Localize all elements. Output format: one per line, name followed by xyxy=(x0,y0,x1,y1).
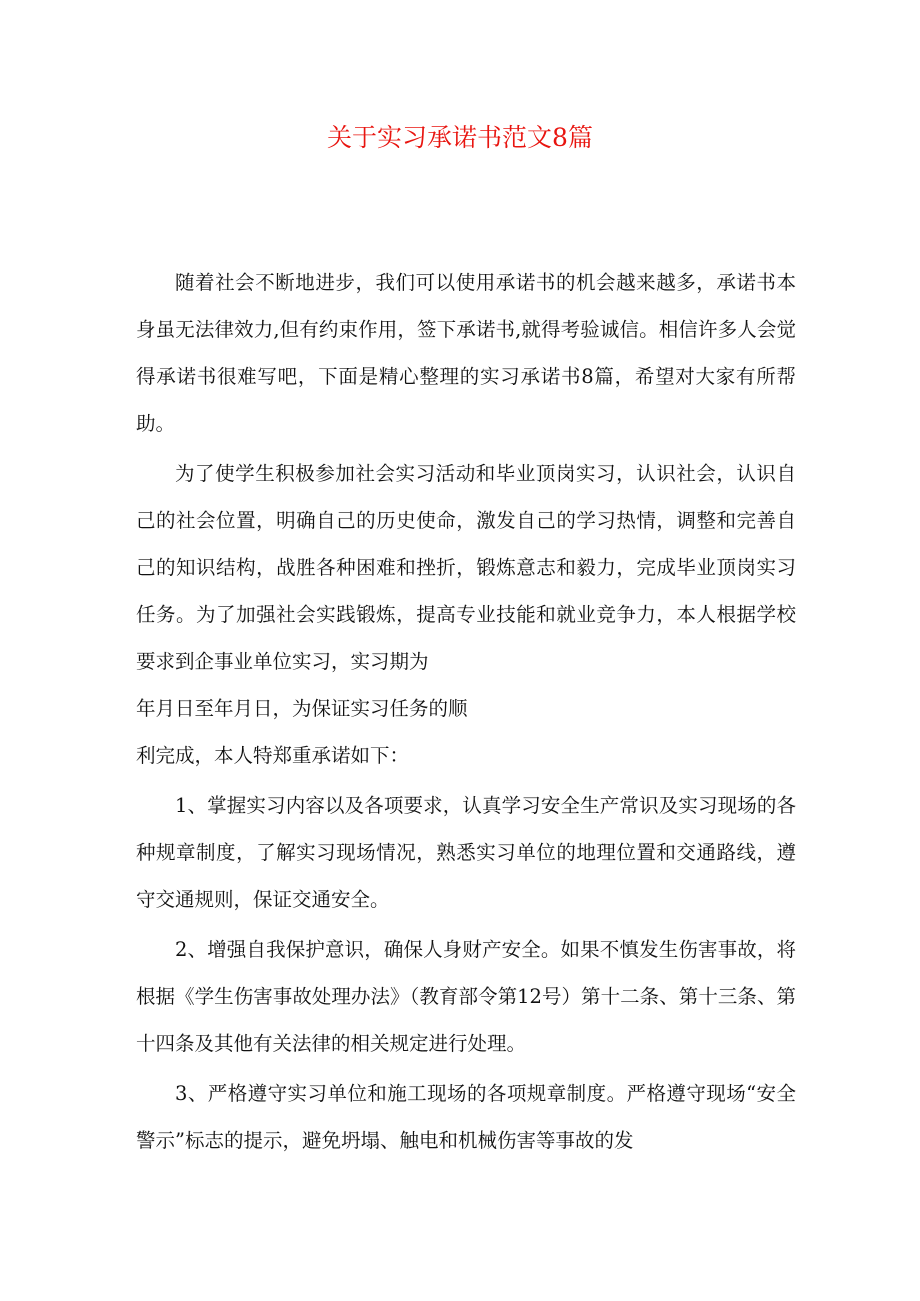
item-1-paragraph: 1、掌握实习内容以及各项要求，认真学习安全生产常识及实习现场的各种规章制度，了解实习现场情况，熟悉实习单位的地理位置和交通路线，遵守交通规则，保证交通安全。 xyxy=(136,794,796,911)
document-body xyxy=(136,259,796,1164)
intro-paragraph: 随着社会不断地进步，我们可以使用承诺书的机会越来越多，承诺书本身虽无法律效力,但有约束作用，签下承诺书,就得考验诚信。相信许多人会觉得承诺书很难写吧，下面是精心整理的实习承诺书8篇，希望对大家有所帮助。 xyxy=(136,271,796,435)
item-2-paragraph: 2、增强自我保护意识，确保人身财产安全。如果不慎发生伤害事故，将根据《学生伤害事故处理办法》（教育部令第12号）第十二条、第十三条、第十四条及其他有关法律的相关规定进行处理。 xyxy=(136,938,796,1055)
purpose-paragraph: 为了使学生积极参加社会实习活动和毕业顶岗实习，认识社会，认识自己的社会位置，明确自己的历史使命，激发自己的学习热情，调整和完善自己的知识结构，战胜各种困难和挫折，锻炼意志和毅力，完成毕业顶岗实习任务。为了加强社会实践锻炼，提高专业技能和就业竞争力，本人根据学校要求到企事业单位实习，实习期为 xyxy=(136,462,796,673)
period-line: 年月日至年月日，为保证实习任务的顺 xyxy=(136,697,468,720)
document-title: 关于实习承诺书范文8篇 xyxy=(327,123,593,152)
item-3-paragraph: 3、严格遵守实习单位和施工现场的各项规章制度。严格遵守现场“安全警示”标志的提示，避免坍塌、触电和机械伤害等事故的发 xyxy=(136,1082,796,1152)
commitment-line: 利完成，本人特郑重承诺如下： xyxy=(136,744,410,767)
